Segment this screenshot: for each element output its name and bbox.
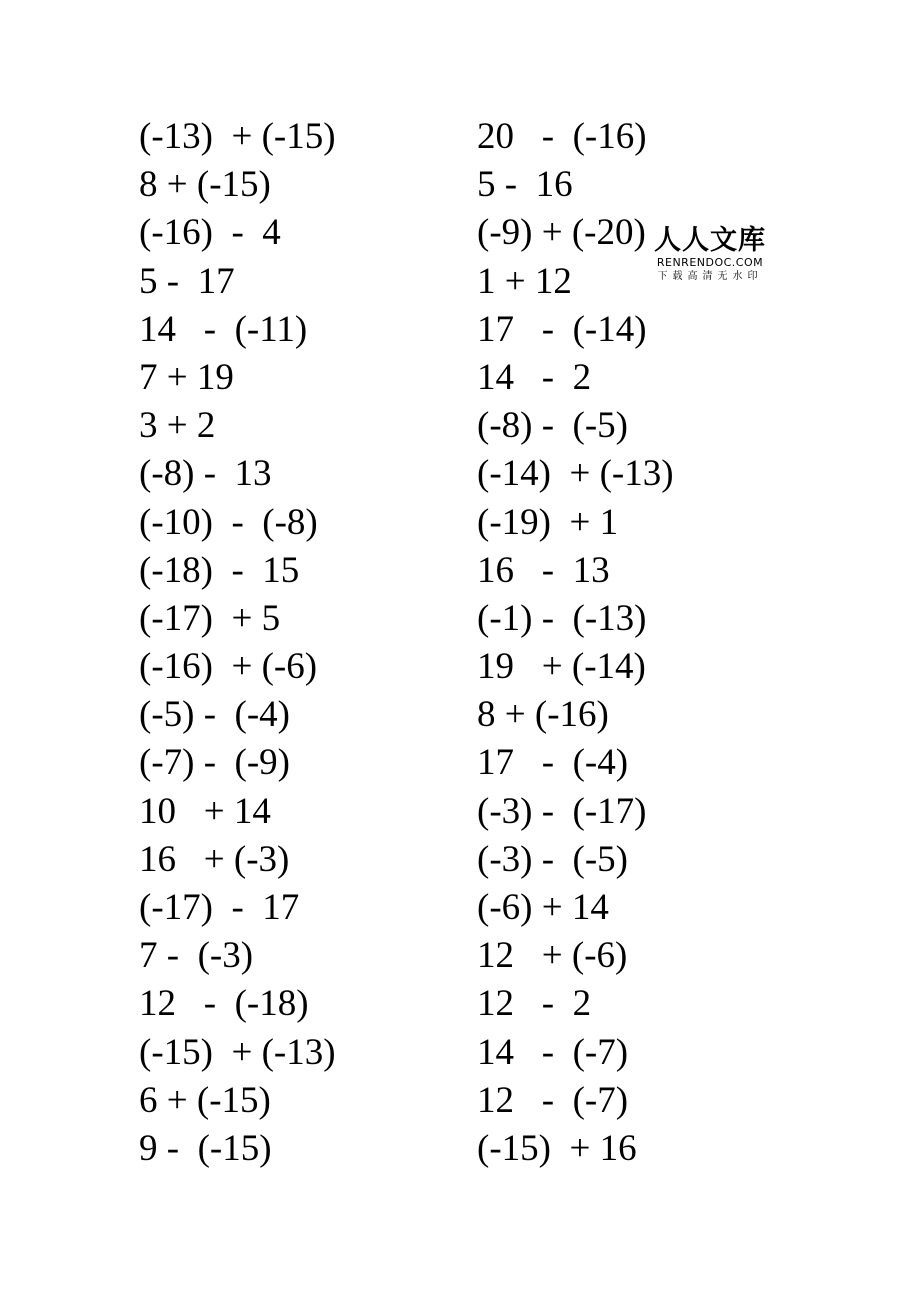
expression-item: 10 + 14 bbox=[139, 790, 271, 832]
expression-item: 16 + (-3) bbox=[139, 838, 290, 880]
expression-item: 9 - (-15) bbox=[139, 1127, 272, 1169]
expression-item: 12 + (-6) bbox=[477, 935, 628, 977]
watermark-logo bbox=[645, 226, 775, 284]
expression-item: (-9) + (-20) bbox=[477, 212, 646, 254]
expression-item: (-3) - (-5) bbox=[477, 838, 628, 880]
expression-item: 7 - (-3) bbox=[139, 935, 254, 977]
expression-item: (-14) + (-13) bbox=[477, 453, 674, 495]
left-expression-column bbox=[139, 113, 336, 1173]
expression-item: (-10) - (-8) bbox=[139, 501, 318, 543]
expression-item: 16 - 13 bbox=[477, 549, 610, 591]
expression-item: 7 + 19 bbox=[139, 356, 234, 398]
expression-item: 17 - (-14) bbox=[477, 308, 647, 350]
expression-item: 14 - 2 bbox=[477, 356, 592, 398]
expression-item: 5 - 16 bbox=[477, 164, 573, 206]
expression-item: (-19) + 1 bbox=[477, 501, 619, 543]
expression-item: 19 + (-14) bbox=[477, 646, 646, 688]
expression-item: 14 - (-7) bbox=[477, 1031, 629, 1073]
expression-item: (-1) - (-13) bbox=[477, 597, 647, 639]
watermark-site-url: RENRENDOC.COM bbox=[656, 256, 764, 269]
expression-item: (-15) + 16 bbox=[477, 1127, 637, 1169]
expression-item: (-5) - (-4) bbox=[139, 694, 290, 736]
expression-item: (-16) - 4 bbox=[139, 212, 281, 254]
expression-item: (-18) - 15 bbox=[139, 549, 300, 591]
expression-item: (-17) + 5 bbox=[139, 597, 281, 639]
expression-item: 20 - (-16) bbox=[477, 116, 647, 157]
expression-item: 6 + (-15) bbox=[139, 1079, 271, 1121]
expression-item: (-13) + (-15) bbox=[139, 116, 336, 157]
expression-item: (-15) + (-13) bbox=[139, 1031, 336, 1073]
expression-item: 17 - (-4) bbox=[477, 742, 629, 784]
expression-item: 14 - (-11) bbox=[139, 308, 308, 350]
expression-item: 12 - 2 bbox=[477, 983, 592, 1025]
expression-item: 5 - 17 bbox=[139, 260, 235, 302]
expression-item: (-8) - 13 bbox=[139, 453, 272, 495]
expression-item: (-8) - (-5) bbox=[477, 405, 628, 447]
expression-item: (-6) + 14 bbox=[477, 887, 609, 928]
expression-item: (-16) + (-6) bbox=[139, 646, 318, 688]
expression-item: (-17) - 17 bbox=[139, 887, 300, 928]
expression-item: 3 + 2 bbox=[139, 405, 216, 447]
expression-item: 12 - (-18) bbox=[139, 983, 309, 1025]
expression-item: 8 + (-16) bbox=[477, 694, 609, 736]
expression-item: 1 + 12 bbox=[477, 260, 572, 302]
expression-item: (-7) - (-9) bbox=[139, 742, 290, 784]
watermark-tagline: 下载高清无水印 bbox=[657, 271, 763, 282]
expression-item: 8 + (-15) bbox=[139, 164, 271, 206]
expression-item: 12 - (-7) bbox=[477, 1079, 629, 1121]
watermark-logo-text: 人人文库 bbox=[654, 225, 766, 256]
expression-item: (-3) - (-17) bbox=[477, 790, 647, 832]
